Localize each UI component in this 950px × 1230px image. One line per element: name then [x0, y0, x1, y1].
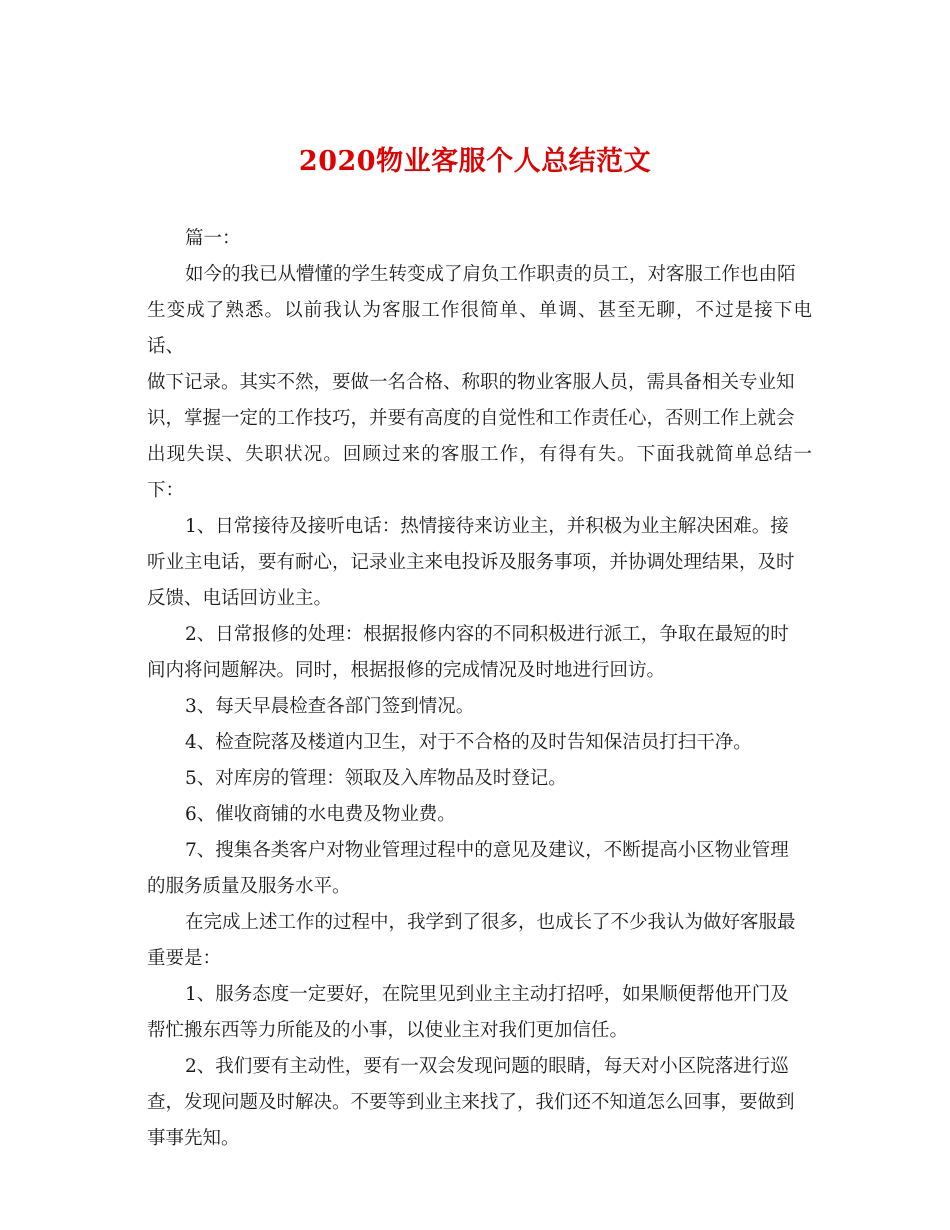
paragraph-line: 1、服务态度一定要好，在院里见到业主主动打招呼，如果顺便帮他开门及 — [185, 984, 789, 1005]
paragraph-line: 生变成了熟悉。以前我认为客服工作很简单、单调、甚至无聊，不过是接下电话、 — [147, 300, 812, 357]
paragraph-line: 识，掌握一定的工作技巧，并要有高度的自觉性和工作责任心，否则工作上就会 — [147, 408, 795, 429]
paragraph — [147, 221, 812, 257]
paragraph-line: 2、我们要有主动性，要有一双会发现问题的眼睛，每天对小区院落进行巡 — [185, 1056, 789, 1077]
document-title: 2020物业客服个人总结范文 — [298, 146, 652, 177]
paragraph-line: 2、日常报修的处理：根据报修内容的不同积极进行派工，争取在最短的时 — [185, 624, 789, 645]
paragraph-line: 反馈、电话回访业主。 — [147, 588, 333, 609]
paragraph — [147, 833, 812, 905]
paragraph-line: 间内将问题解决。同时，根据报修的完成情况及时地进行回访。 — [147, 660, 666, 681]
paragraph-line: 事事先知。 — [147, 1128, 240, 1149]
paragraph-line: 7、搜集各类客户对物业管理过程中的意见及建议，不断提高小区物业管理 — [185, 840, 789, 861]
document-body — [147, 221, 812, 1157]
paragraph-line: 篇一： — [185, 228, 241, 249]
paragraph — [147, 977, 812, 1049]
paragraph-line: 查，发现问题及时解决。不要等到业主来找了，我们还不知道怎么回事，要做到 — [147, 1092, 795, 1113]
paragraph-line: 5、对库房的管理：领取及入库物品及时登记。 — [185, 768, 567, 789]
paragraph-line: 如今的我已从懵懂的学生转变成了肩负工作职责的员工，对客服工作也由陌 — [185, 264, 796, 285]
paragraph — [147, 257, 812, 509]
paragraph — [147, 905, 812, 977]
paragraph-line: 3、每天早晨检查各部门签到情况。 — [185, 696, 475, 717]
paragraph — [147, 725, 812, 761]
paragraph-line: 6、催收商铺的水电费及物业费。 — [185, 804, 456, 825]
paragraph — [147, 689, 812, 725]
paragraph-line: 4、检查院落及楼道内卫生，对于不合格的及时告知保洁员打扫干净。 — [185, 732, 752, 753]
paragraph-line: 帮忙搬东西等力所能及的小事，以使业主对我们更加信任。 — [147, 1020, 629, 1041]
paragraph — [147, 797, 812, 833]
paragraph-line: 在完成上述工作的过程中，我学到了很多，也成长了不少我认为做好客服最 — [185, 912, 796, 933]
paragraph — [147, 617, 812, 689]
paragraph-line: 的服务质量及服务水平。 — [147, 876, 351, 897]
paragraph — [147, 509, 812, 617]
paragraph-line: 做下记录。其实不然，要做一名合格、称职的物业客服人员，需具备相关专业知 — [147, 372, 795, 393]
paragraph — [147, 761, 812, 797]
paragraph-line: 出现失误、失职状况。回顾过来的客服工作，有得有失。下面我就简单总结一下： — [147, 444, 812, 501]
paragraph-line: 听业主电话，要有耐心，记录业主来电投诉及服务事项，并协调处理结果，及时 — [147, 552, 795, 573]
paragraph-line: 1、日常接待及接听电话：热情接待来访业主，并积极为业主解决困难。接 — [185, 516, 789, 537]
paragraph-line: 重要是： — [147, 948, 222, 969]
paragraph — [147, 1049, 812, 1157]
